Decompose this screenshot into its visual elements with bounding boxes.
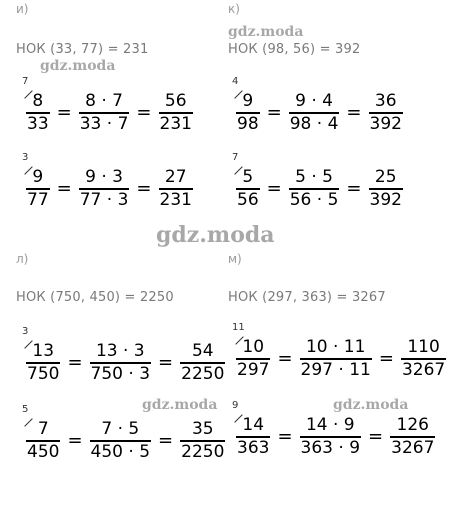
fraction-expanded: $\frac{5 \cdot 5}{56 \cdot 5}$ <box>289 167 339 210</box>
extra-multiplier: 7 <box>22 76 29 87</box>
extra-multiplier: 3 <box>22 326 29 337</box>
extra-multiplier: 11 <box>232 322 245 333</box>
fraction-result: $\frac{27}{231}$ <box>159 167 192 210</box>
fraction-result: $\frac{126}{3267}$ <box>391 415 435 458</box>
fraction-result: $\frac{54}{2250}$ <box>181 341 225 384</box>
watermark-logo: gdz.moda <box>40 58 116 74</box>
extra-multiplier: 9 <box>232 400 239 411</box>
equation-row: $\frac{5}{56}$ = $\frac{5 \cdot 5}{56 \cdot 5}$ = $\frac{25}{392}$ <box>234 168 405 210</box>
nok-statement-i: НОК (33, 77) = 231 <box>16 42 149 57</box>
fraction-expanded: $\frac{13 \cdot 3}{750 \cdot 3}$ <box>90 341 151 384</box>
fraction-original: $\frac{9}{77}$ <box>27 167 49 210</box>
watermark-logo: gdz.moda <box>333 397 409 413</box>
extra-multiplier: 7 <box>232 152 239 163</box>
equation-row: $\frac{9}{98}$ = $\frac{9 \cdot 4}{98 \cdot 4}$ = $\frac{36}{392}$ <box>234 92 405 134</box>
extra-multiplier: 4 <box>232 76 239 87</box>
equation-row: $\frac{9}{77}$ = $\frac{9 \cdot 3}{77 \cdot 3}$ = $\frac{27}{231}$ <box>24 168 195 210</box>
equation-row: $\frac{13}{750}$ = $\frac{13 \cdot 3}{750 \cdot 3}$ = $\frac{54}{2250}$ <box>24 342 227 384</box>
fraction-result: $\frac{36}{392}$ <box>369 91 402 134</box>
watermark-logo: gdz.moda <box>142 397 218 413</box>
equation-row: $\frac{8}{33}$ = $\frac{8 \cdot 7}{33 \cdot 7}$ = $\frac{56}{231}$ <box>24 92 195 134</box>
fraction-expanded: $\frac{10 \cdot 11}{297 \cdot 11}$ <box>300 337 371 380</box>
fraction-original: $\frac{13}{750}$ <box>27 341 60 384</box>
fraction-result: $\frac{25}{392}$ <box>369 167 402 210</box>
fraction-original: $\frac{8}{33}$ <box>27 91 49 134</box>
equation-row: $\frac{7}{450}$ = $\frac{7 \cdot 5}{450 \cdot 5}$ = $\frac{35}{2250}$ <box>24 420 227 462</box>
fraction-original: $\frac{14}{363}$ <box>237 415 270 458</box>
fraction-original: $\frac{5}{56}$ <box>237 167 259 210</box>
extra-multiplier: 5 <box>22 404 29 415</box>
fraction-expanded: $\frac{7 \cdot 5}{450 \cdot 5}$ <box>90 419 151 462</box>
fraction-result: $\frac{56}{231}$ <box>159 91 192 134</box>
extra-multiplier: 3 <box>22 152 29 163</box>
watermark-logo: gdz.moda <box>156 222 275 248</box>
section-label-k: к) <box>228 2 240 16</box>
fraction-result: $\frac{110}{3267}$ <box>401 337 446 380</box>
fraction-expanded: $\frac{9 \cdot 4}{98 \cdot 4}$ <box>289 91 339 134</box>
nok-statement-m: НОК (297, 363) = 3267 <box>228 290 386 305</box>
fraction-result: $\frac{35}{2250}$ <box>181 419 225 462</box>
fraction-original: $\frac{10}{297}$ <box>237 337 270 380</box>
fraction-expanded: $\frac{8 \cdot 7}{33 \cdot 7}$ <box>79 91 129 134</box>
section-label-i: и) <box>16 2 29 16</box>
fraction-expanded: $\frac{14 \cdot 9}{363 \cdot 9}$ <box>300 415 361 458</box>
nok-statement-l: НОК (750, 450) = 2250 <box>16 290 174 305</box>
fraction-original: $\frac{7}{450}$ <box>27 419 60 462</box>
equation-row: $\frac{10}{297}$ = $\frac{10 \cdot 11}{297 \cdot 11}$ = $\frac{110}{3267}$ <box>234 338 448 380</box>
equation-row: $\frac{14}{363}$ = $\frac{14 \cdot 9}{363 \cdot 9}$ = $\frac{126}{3267}$ <box>234 416 437 458</box>
section-label-m: м) <box>228 252 242 266</box>
watermark-logo: gdz.moda <box>228 24 304 40</box>
nok-statement-k: НОК (98, 56) = 392 <box>228 42 361 57</box>
fraction-expanded: $\frac{9 \cdot 3}{77 \cdot 3}$ <box>79 167 129 210</box>
fraction-original: $\frac{9}{98}$ <box>237 91 259 134</box>
section-label-l: л) <box>16 252 29 266</box>
